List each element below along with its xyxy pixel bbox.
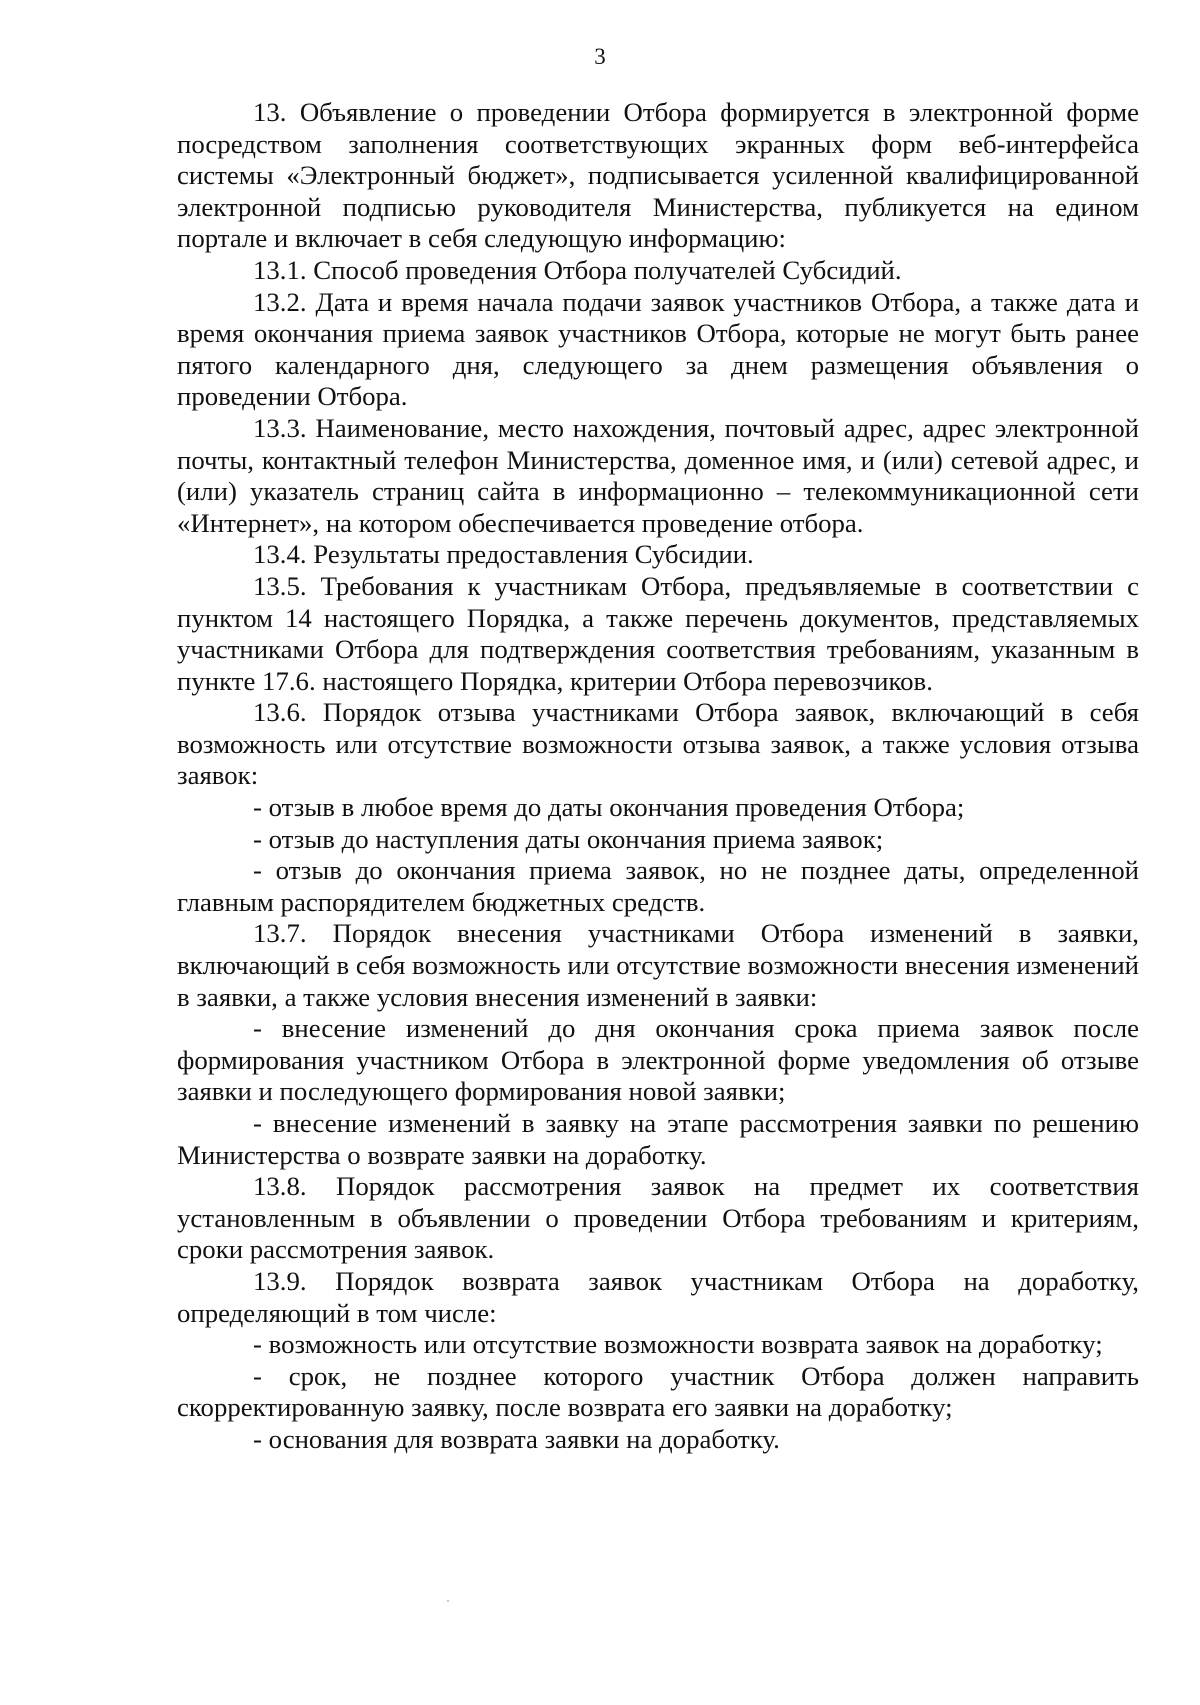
list-item-13-6-c: - отзыв до окончания приема заявок, но не позднее даты, определенной главным распорядителем бюджетных средств. <box>177 855 1139 917</box>
paragraph-13-9: 13.9. Порядок возврата заявок участникам Отбора на доработку, определяющий в том числе: <box>177 1265 1139 1328</box>
list-item-13-9-c: - основания для возврата заявки на доработку. <box>253 1423 780 1454</box>
list-item-13-6-a: - отзыв в любое время до даты окончания проведения Отбора; <box>253 792 965 823</box>
paragraph-13-3: 13.3. Наименование, место нахождения, почтовый адрес, адрес электронной почты, контактный телефон Министерства, доменное имя, и (или) сетевой адрес, и (или) указатель страниц сайта в информационно – телекоммуникационной сети «Интернет», на котором обеспечивается проведение отбора. <box>177 412 1139 538</box>
list-item-13-6-b: - отзыв до наступления даты окончания приема заявок; <box>253 823 884 854</box>
paragraph-13: 13. Объявление о проведении Отбора формируется в электронной форме посредством заполнения соответствующих экранных форм веб-интерфейса системы «Электронный бюджет», подписывается усиленной квалифицированной электронной подписью руководителя Министерства, публикуется на едином портале и включает в себя следующую информацию: <box>177 97 1139 254</box>
scan-speck <box>447 1600 449 1602</box>
paragraph-13-2: 13.2. Дата и время начала подачи заявок участников Отбора, а также дата и время окончания приема заявок участников Отбора, которые не могут быть ранее пятого календарного дня, следующего за днем размещения объявления о проведении Отбора. <box>177 286 1139 412</box>
list-item-13-9-b: - срок, не позднее которого участник Отбора должен направить скорректированную заявку, после возврата его заявки на доработку; <box>177 1360 1139 1423</box>
paragraph-13-5: 13.5. Требования к участникам Отбора, предъявляемые в соответствии с пунктом 14 настоящего Порядка, а также перечень документов, представляемых участниками Отбора для подтверждения соответствия требованиям, указанным в пункте 17.6. настоящего Порядка, критерии Отбора перевозчиков. <box>177 570 1139 696</box>
paragraph-13-6: 13.6. Порядок отзыва участниками Отбора заявок, включающий в себя возможность или отсутствие возможности отзыва заявок, а также условия отзыва заявок: <box>177 697 1139 791</box>
list-item-13-9-a: - возможность или отсутствие возможности возврата заявок на доработку; <box>253 1329 1103 1360</box>
document-body <box>177 97 1139 1456</box>
list-item-13-7-a: - внесение изменений до дня окончания срока приема заявок после формирования участником Отбора в электронной форме уведомления об отзыве заявки и последующего формирования новой заявки; <box>177 1013 1139 1107</box>
list-item-13-7-b: - внесение изменений в заявку на этапе рассмотрения заявки по решению Министерства о возврате заявки на доработку. <box>177 1108 1139 1170</box>
paragraph-13-8: 13.8. Порядок рассмотрения заявок на предмет их соответствия установленным в объявлении о проведении Отбора требованиям и критериям, сроки рассмотрения заявок. <box>177 1171 1139 1265</box>
paragraph-13-4: 13.4. Результаты предоставления Субсидии. <box>253 539 754 570</box>
page-number: 3 <box>594 44 606 69</box>
paragraph-13-1: 13.1. Способ проведения Отбора получателей Субсидий. <box>253 254 902 285</box>
paragraph-13-7: 13.7. Порядок внесения участниками Отбора изменений в заявки, включающий в себя возможность или отсутствие возможности внесения изменений в заявки, а также условия внесения изменений в заявки: <box>177 918 1139 1012</box>
